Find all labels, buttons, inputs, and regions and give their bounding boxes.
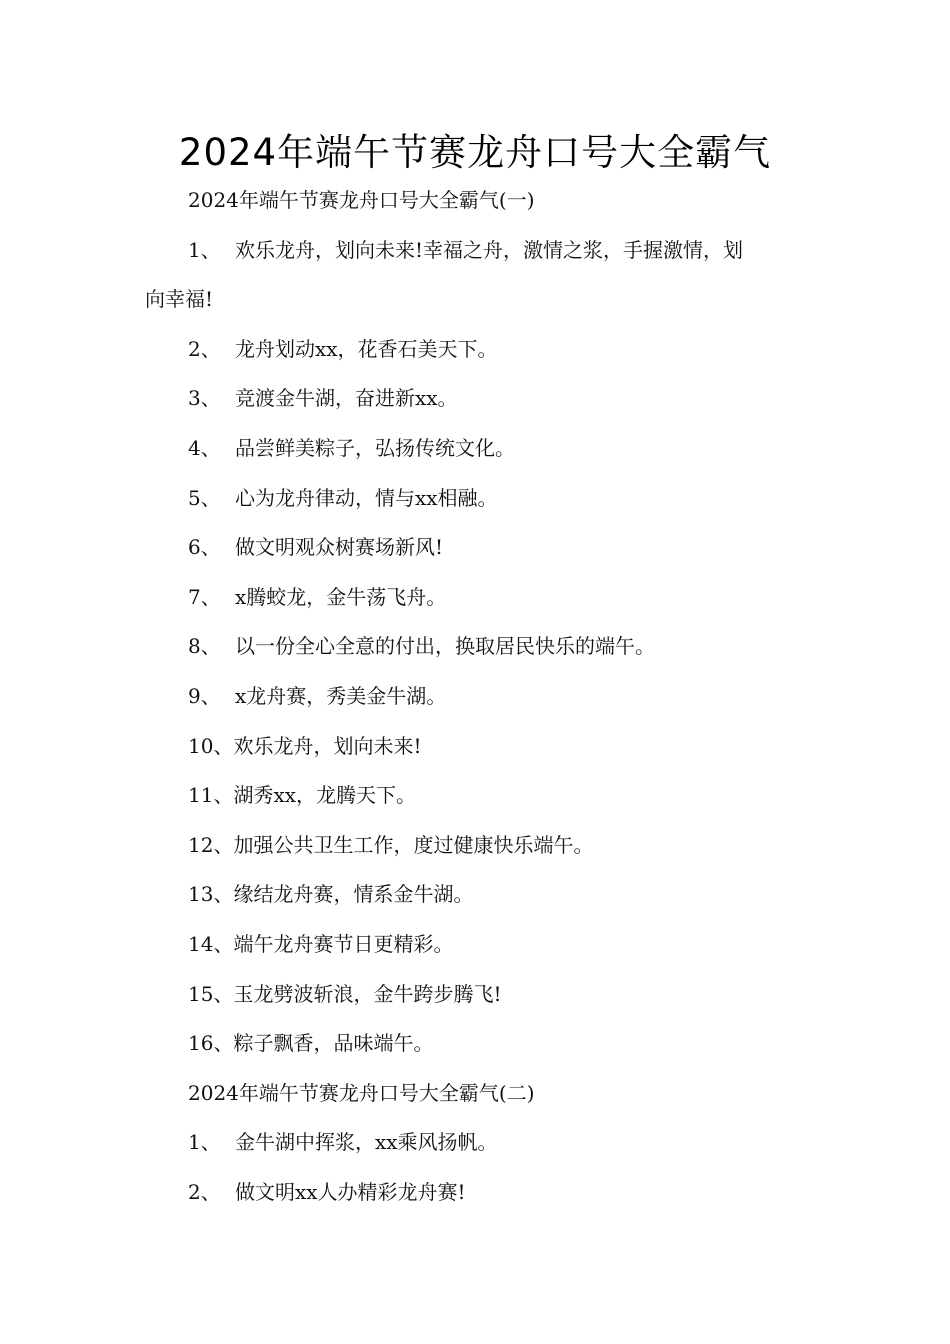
list-item-number: 9、: [188, 683, 221, 708]
list-item: [0, 573, 950, 623]
list-item-text: 以一份全心全意的付出，换取居民快乐的端午。: [235, 634, 655, 659]
list-item: [0, 474, 950, 524]
list-item-number: 7、: [188, 584, 221, 609]
list-item-text: 加强公共卫生工作，度过健康快乐端午。: [233, 832, 594, 857]
list-item-text: 端午龙舟赛节日更精彩。: [233, 931, 454, 956]
list-item-text: 做文明xx人办精彩龙舟赛!: [235, 1179, 466, 1204]
section-heading-text: 2024年端午节赛龙舟口号大全霸气(二): [188, 1080, 535, 1105]
list-item-text: 欢乐龙舟，划向未来!: [233, 733, 422, 758]
list-item-number: 11、: [188, 783, 234, 808]
list-item-text: 缘结龙舟赛，情系金牛湖。: [233, 882, 474, 907]
list-item: [0, 424, 950, 474]
list-item-number: 14、: [188, 931, 234, 956]
list-item-number: 2、: [188, 1179, 221, 1204]
document-body: [0, 176, 950, 1217]
list-item: [0, 1019, 950, 1069]
list-item: [0, 672, 950, 722]
section-heading-2: [0, 1069, 950, 1119]
section-heading-text: 2024年端午节赛龙舟口号大全霸气(一): [188, 188, 535, 212]
list-item: [0, 1118, 950, 1168]
list-item: [0, 523, 950, 573]
list-item-continuation: [0, 275, 950, 325]
list-item-text: x龙舟赛，秀美金牛湖。: [235, 683, 447, 708]
list-item-number: 10、: [188, 733, 234, 758]
list-item-number: 1、: [188, 1130, 221, 1155]
list-item-number: 5、: [188, 485, 221, 510]
list-item-number: 6、: [188, 535, 221, 560]
list-item-text: 粽子飘香，品味端午。: [233, 1031, 434, 1056]
list-item-text: x腾蛟龙，金牛荡飞舟。: [235, 584, 447, 609]
list-item: [0, 920, 950, 970]
list-item-number: 15、: [188, 981, 234, 1006]
list-item: [0, 374, 950, 424]
list-item-number: 3、: [188, 386, 221, 411]
list-item-text: 心为龙舟律动，情与xx相融。: [235, 485, 498, 510]
list-item: [0, 325, 950, 375]
list-item-text: 湖秀xx，龙腾天下。: [233, 783, 417, 808]
list-item-number: 1、: [188, 237, 221, 262]
list-item: [0, 1168, 950, 1218]
list-item-number: 16、: [188, 1031, 234, 1056]
list-item-text: 做文明观众树赛场新风!: [235, 535, 444, 560]
list-item-number: 4、: [188, 435, 221, 460]
list-item: [0, 821, 950, 871]
list-item-text: 龙舟划动xx，花香石美天下。: [235, 336, 498, 361]
document-title: 2024年端午节赛龙舟口号大全霸气: [178, 131, 772, 174]
list-item-number: 13、: [188, 882, 234, 907]
list-item-text-continuation: 向幸福!: [145, 287, 214, 312]
list-item-text: 品尝鲜美粽子，弘扬传统文化。: [235, 435, 515, 460]
list-item: [0, 622, 950, 672]
list-item: [0, 226, 950, 276]
list-item-text: 竞渡金牛湖，奋进新xx。: [235, 386, 458, 411]
list-item: [0, 970, 950, 1020]
list-item-text: 金牛湖中挥浆，xx乘风扬帆。: [235, 1130, 498, 1155]
list-item-number: 2、: [188, 336, 221, 361]
list-item-text: 欢乐龙舟，划向未来!幸福之舟，激情之浆，手握激情，划: [235, 237, 744, 262]
list-item-text: 玉龙劈波斩浪，金牛跨步腾飞!: [233, 981, 502, 1006]
list-item: [0, 870, 950, 920]
list-item: [0, 771, 950, 821]
list-item: [0, 722, 950, 772]
section-heading-1: [0, 176, 950, 226]
list-item-number: 8、: [188, 634, 221, 659]
list-item-number: 12、: [188, 832, 234, 857]
